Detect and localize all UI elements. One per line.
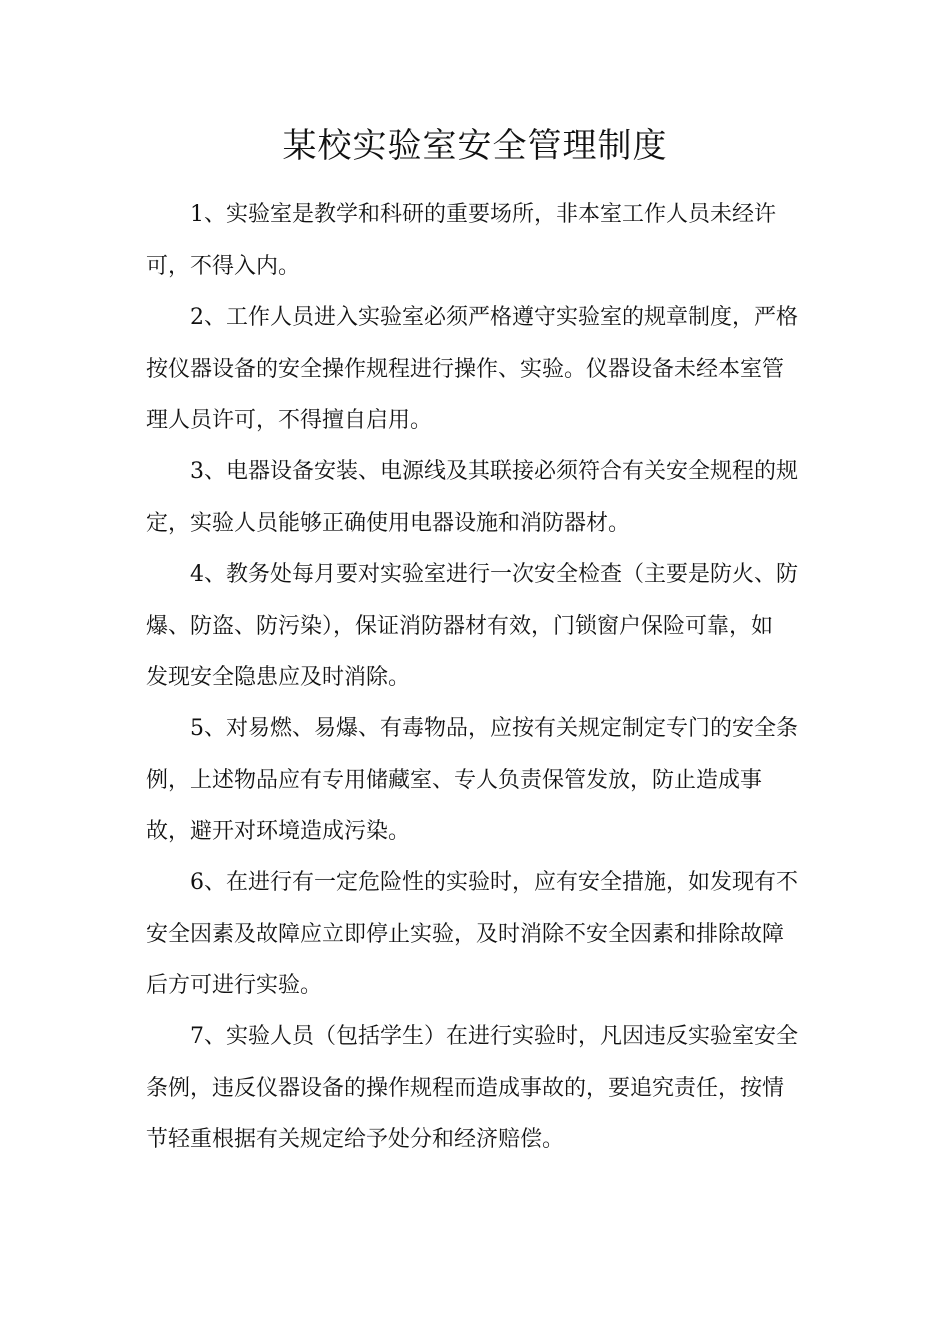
- paragraph-1-line-2: 可，不得入内。: [146, 254, 301, 279]
- paragraph-5-line-3: 故，避开对环境造成污染。: [146, 819, 411, 844]
- paragraph-7-line-2: 条例，违反仪器设备的操作规程而造成事故的，要追究责任，按情: [146, 1076, 785, 1101]
- paragraph-6-line-1: 6、在进行有一定危险性的实验时，应有安全措施，如发现有不: [190, 870, 798, 895]
- paragraph-1-line-1: 1、实验室是教学和科研的重要场所，非本室工作人员未经许: [190, 202, 776, 227]
- paragraph-2-line-2: 按仪器设备的安全操作规程进行操作、实验。仪器设备未经本室管: [146, 357, 785, 382]
- paragraph-3-line-1: 3、电器设备安装、电源线及其联接必须符合有关安全规程的规: [190, 459, 798, 484]
- paragraph-5-line-1: 5、对易燃、易爆、有毒物品，应按有关规定制定专门的安全条: [190, 716, 798, 741]
- paragraph-4-line-1: 4、教务处每月要对实验室进行一次安全检查（主要是防火、防: [190, 562, 798, 587]
- document-title: 某校实验室安全管理制度: [282, 126, 668, 166]
- paragraph-6-line-3: 后方可进行实验。: [146, 973, 323, 998]
- paragraph-4-line-2: 爆、防盗、防污染），保证消防器材有效，门锁窗户保险可靠，如: [146, 614, 774, 639]
- paragraph-6-line-2: 安全因素及故障应立即停止实验，及时消除不安全因素和排除故障: [146, 922, 785, 947]
- paragraph-7-line-3: 节轻重根据有关规定给予处分和经济赔偿。: [146, 1127, 565, 1152]
- paragraph-3-line-2: 定，实验人员能够正确使用电器设施和消防器材。: [146, 511, 631, 536]
- paragraph-5-line-2: 例，上述物品应有专用储藏室、专人负责保管发放，防止造成事: [146, 768, 763, 793]
- paragraph-7-line-1: 7、实验人员（包括学生）在进行实验时，凡因违反实验室安全: [190, 1024, 798, 1049]
- paragraph-2-line-1: 2、工作人员进入实验室必须严格遵守实验室的规章制度，严格: [190, 305, 798, 330]
- paragraph-2-line-3: 理人员许可，不得擅自启用。: [146, 408, 433, 433]
- paragraph-4-line-3: 发现安全隐患应及时消除。: [146, 665, 411, 690]
